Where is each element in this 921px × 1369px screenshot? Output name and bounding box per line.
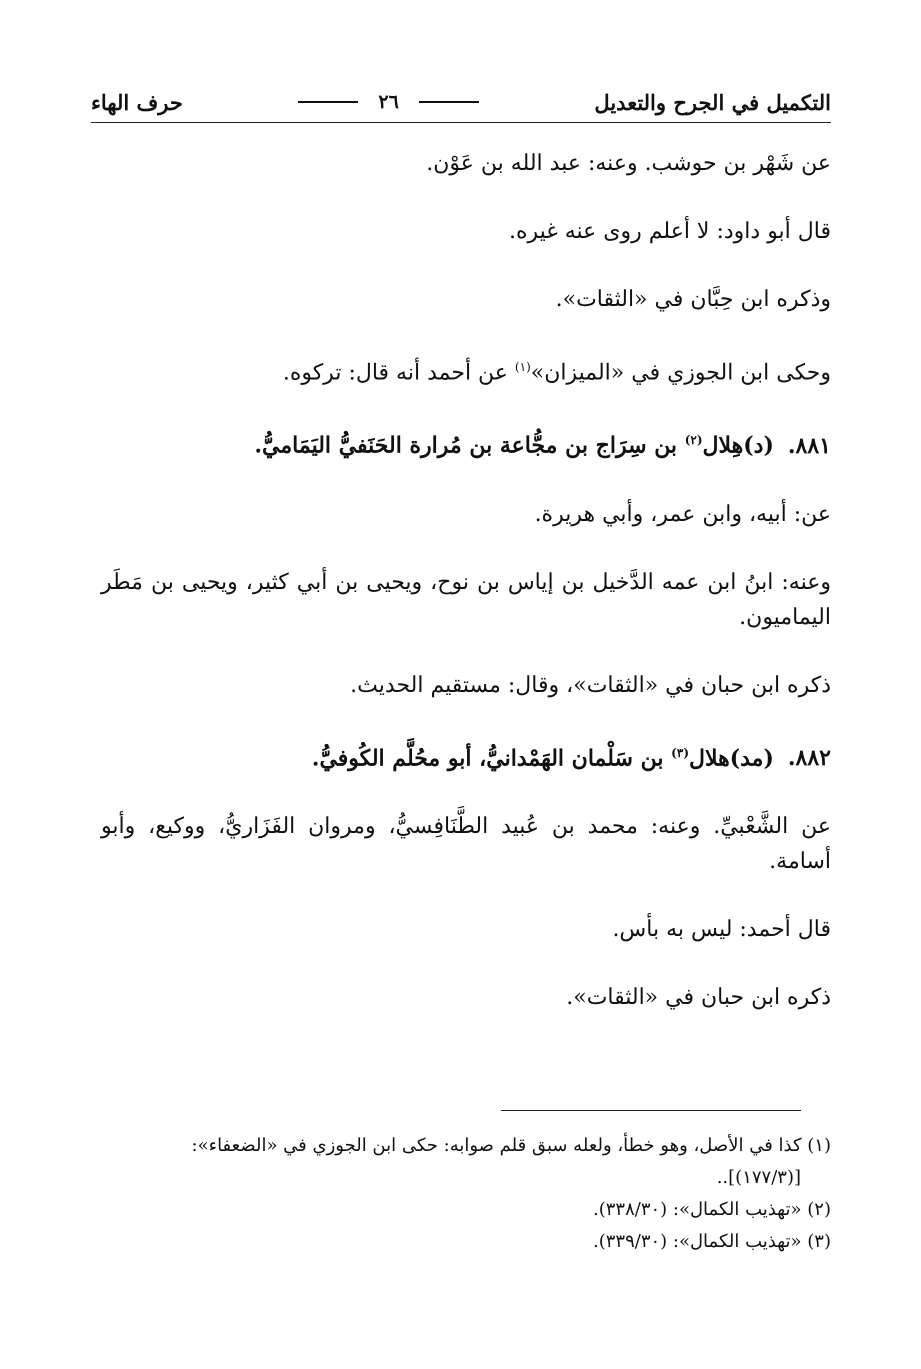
paragraph: عن شَهْر بن حوشب. وعنه: عبد الله بن عَوْن. xyxy=(426,151,831,176)
footnote-ref: (٢) xyxy=(684,433,703,448)
paragraph xyxy=(101,350,831,390)
paragraph: وذكره ابن حِبَّان في «الثقات». xyxy=(555,287,831,312)
footnote-1: (١) كذا في الأصل، وهو خطأ، ولعله سبق قلم صوابه: حكى ابن الجوزي في «الضعفاء»: xyxy=(191,1135,831,1156)
header-dash xyxy=(298,101,358,103)
footnote-1-continued: [(١٧٧/٣)].. xyxy=(716,1167,801,1188)
paragraph: قال أحمد: ليس به بأس. xyxy=(612,916,831,942)
entry-number: ٨٨١. xyxy=(787,432,831,459)
footnote-ref: (١) xyxy=(514,360,531,374)
entry-name: بن سِرَاج بن مجُّاعة بن مُرارة الحَنَفيُّ اليَمَاميُّ. xyxy=(254,432,685,459)
running-header xyxy=(91,82,831,123)
paragraph: قال أبو داود: لا أعلم روى عنه غيره. xyxy=(508,219,831,244)
paragraph-text: وحكى ابن الجوزي في «الميزان» xyxy=(530,360,831,386)
footnote-ref: (٣) xyxy=(671,745,689,760)
paragraph: ذكره ابن حبان في «الثقات»، وقال: مستقيم الحديث. xyxy=(350,672,831,698)
section-title: حرف الهاء xyxy=(91,89,183,115)
paragraph: عن الشَّعْبيِّ. وعنه: محمد بن عُبيد الطَّنَافِسيُّ، ومروان الفَزَاريُّ، ووكيع، وأبو أسامة. xyxy=(101,813,831,874)
paragraph: عن: أبيه، وابن عمر، وأبي هريرة. xyxy=(534,501,831,527)
header-dash xyxy=(419,101,479,103)
paragraph-text: عن أحمد أنه قال: تركوه. xyxy=(282,360,515,386)
paragraph: وعنه: ابنُ ابن عمه الدَّخيل بن إياس بن نوح، ويحيى بن أبي كثير، ويحيى بن مَطَر اليماميون. xyxy=(101,569,831,630)
footnotes xyxy=(91,1130,831,1258)
entry-name: (د)هِلال xyxy=(702,432,774,459)
entry-name: (مد)هلال xyxy=(689,744,774,771)
entry-heading-882 xyxy=(101,736,831,776)
entry-name: بن سَلْمان الهَمْدانيُّ، أبو محُلَّم الكُوفيُّ. xyxy=(311,744,672,771)
footnote-3: (٣) «تهذيب الكمال»: (٣٣٩/٣٠). xyxy=(593,1231,831,1252)
page-body xyxy=(101,146,831,1048)
footnote-2: (٢) «تهذيب الكمال»: (٣٣٨/٣٠). xyxy=(593,1199,831,1220)
header-center xyxy=(298,91,478,113)
paragraph: ذكره ابن حبان في «الثقات». xyxy=(566,984,831,1010)
entry-number: ٨٨٢. xyxy=(787,744,831,771)
footnote-divider xyxy=(501,1110,801,1111)
book-title: التكميل في الجرح والتعديل xyxy=(594,89,831,115)
page-number: ٢٦ xyxy=(378,91,399,113)
entry-heading-881 xyxy=(101,423,831,463)
